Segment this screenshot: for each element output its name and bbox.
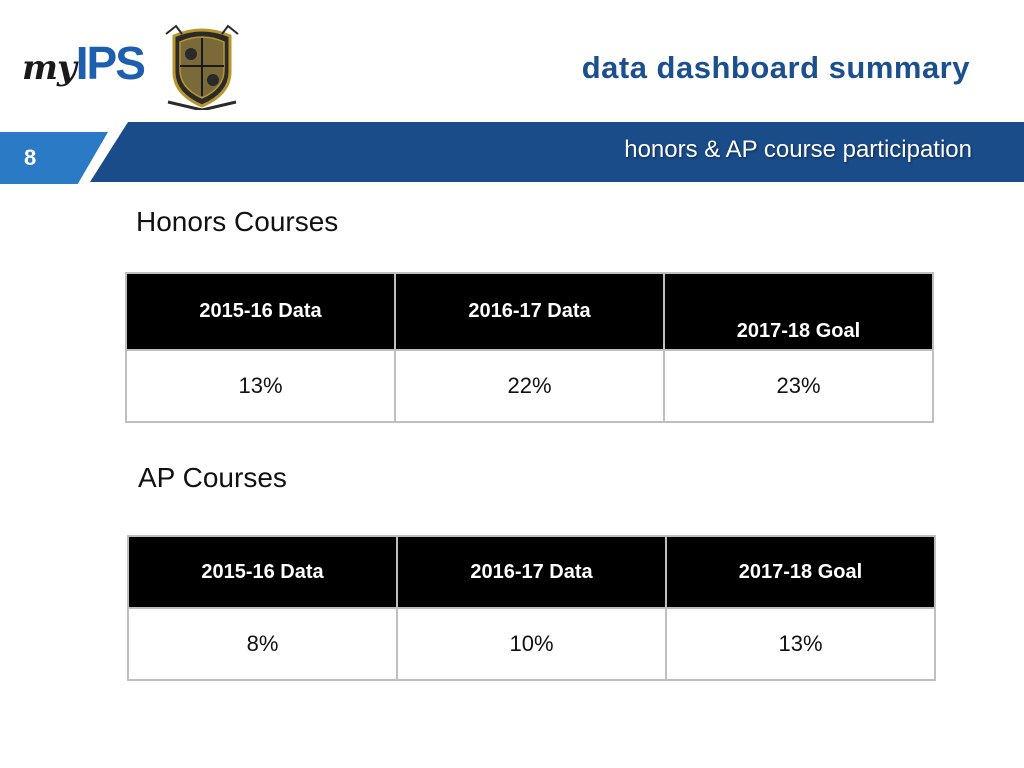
- table-cell: 8%: [128, 608, 397, 680]
- logo-ips-text: IPS: [75, 37, 144, 89]
- column-header: 2015-16 Data: [128, 536, 397, 608]
- school-crest-icon: [162, 22, 242, 110]
- logo-my-text: my: [22, 48, 76, 88]
- honors-heading: Honors Courses: [136, 206, 339, 237]
- table-cell: 23%: [664, 350, 933, 422]
- ap-table: [127, 535, 936, 681]
- table-header-row: [128, 536, 935, 608]
- column-header: 2016-17 Data: [395, 273, 664, 350]
- page-number: 8: [24, 145, 37, 170]
- honors-table: [125, 272, 934, 423]
- table-row: [126, 350, 933, 422]
- table-cell: 22%: [395, 350, 664, 422]
- table-cell: 13%: [666, 608, 935, 680]
- ap-heading: AP Courses: [138, 462, 287, 493]
- table-cell: 10%: [397, 608, 666, 680]
- page-title: data dashboard summary: [581, 50, 970, 85]
- column-header: 2015-16 Data: [126, 273, 395, 350]
- table-row: [128, 608, 935, 680]
- column-header: 2016-17 Data: [397, 536, 666, 608]
- table-header-row: [126, 273, 933, 350]
- column-header: 2017-18 Goal: [666, 536, 935, 608]
- page-subtitle: honors & AP course participation: [624, 136, 972, 163]
- column-header: 2017-18 Goal: [664, 273, 933, 350]
- table-cell: 13%: [126, 350, 395, 422]
- myips-logo: [22, 37, 144, 89]
- page-number-badge: [0, 132, 108, 184]
